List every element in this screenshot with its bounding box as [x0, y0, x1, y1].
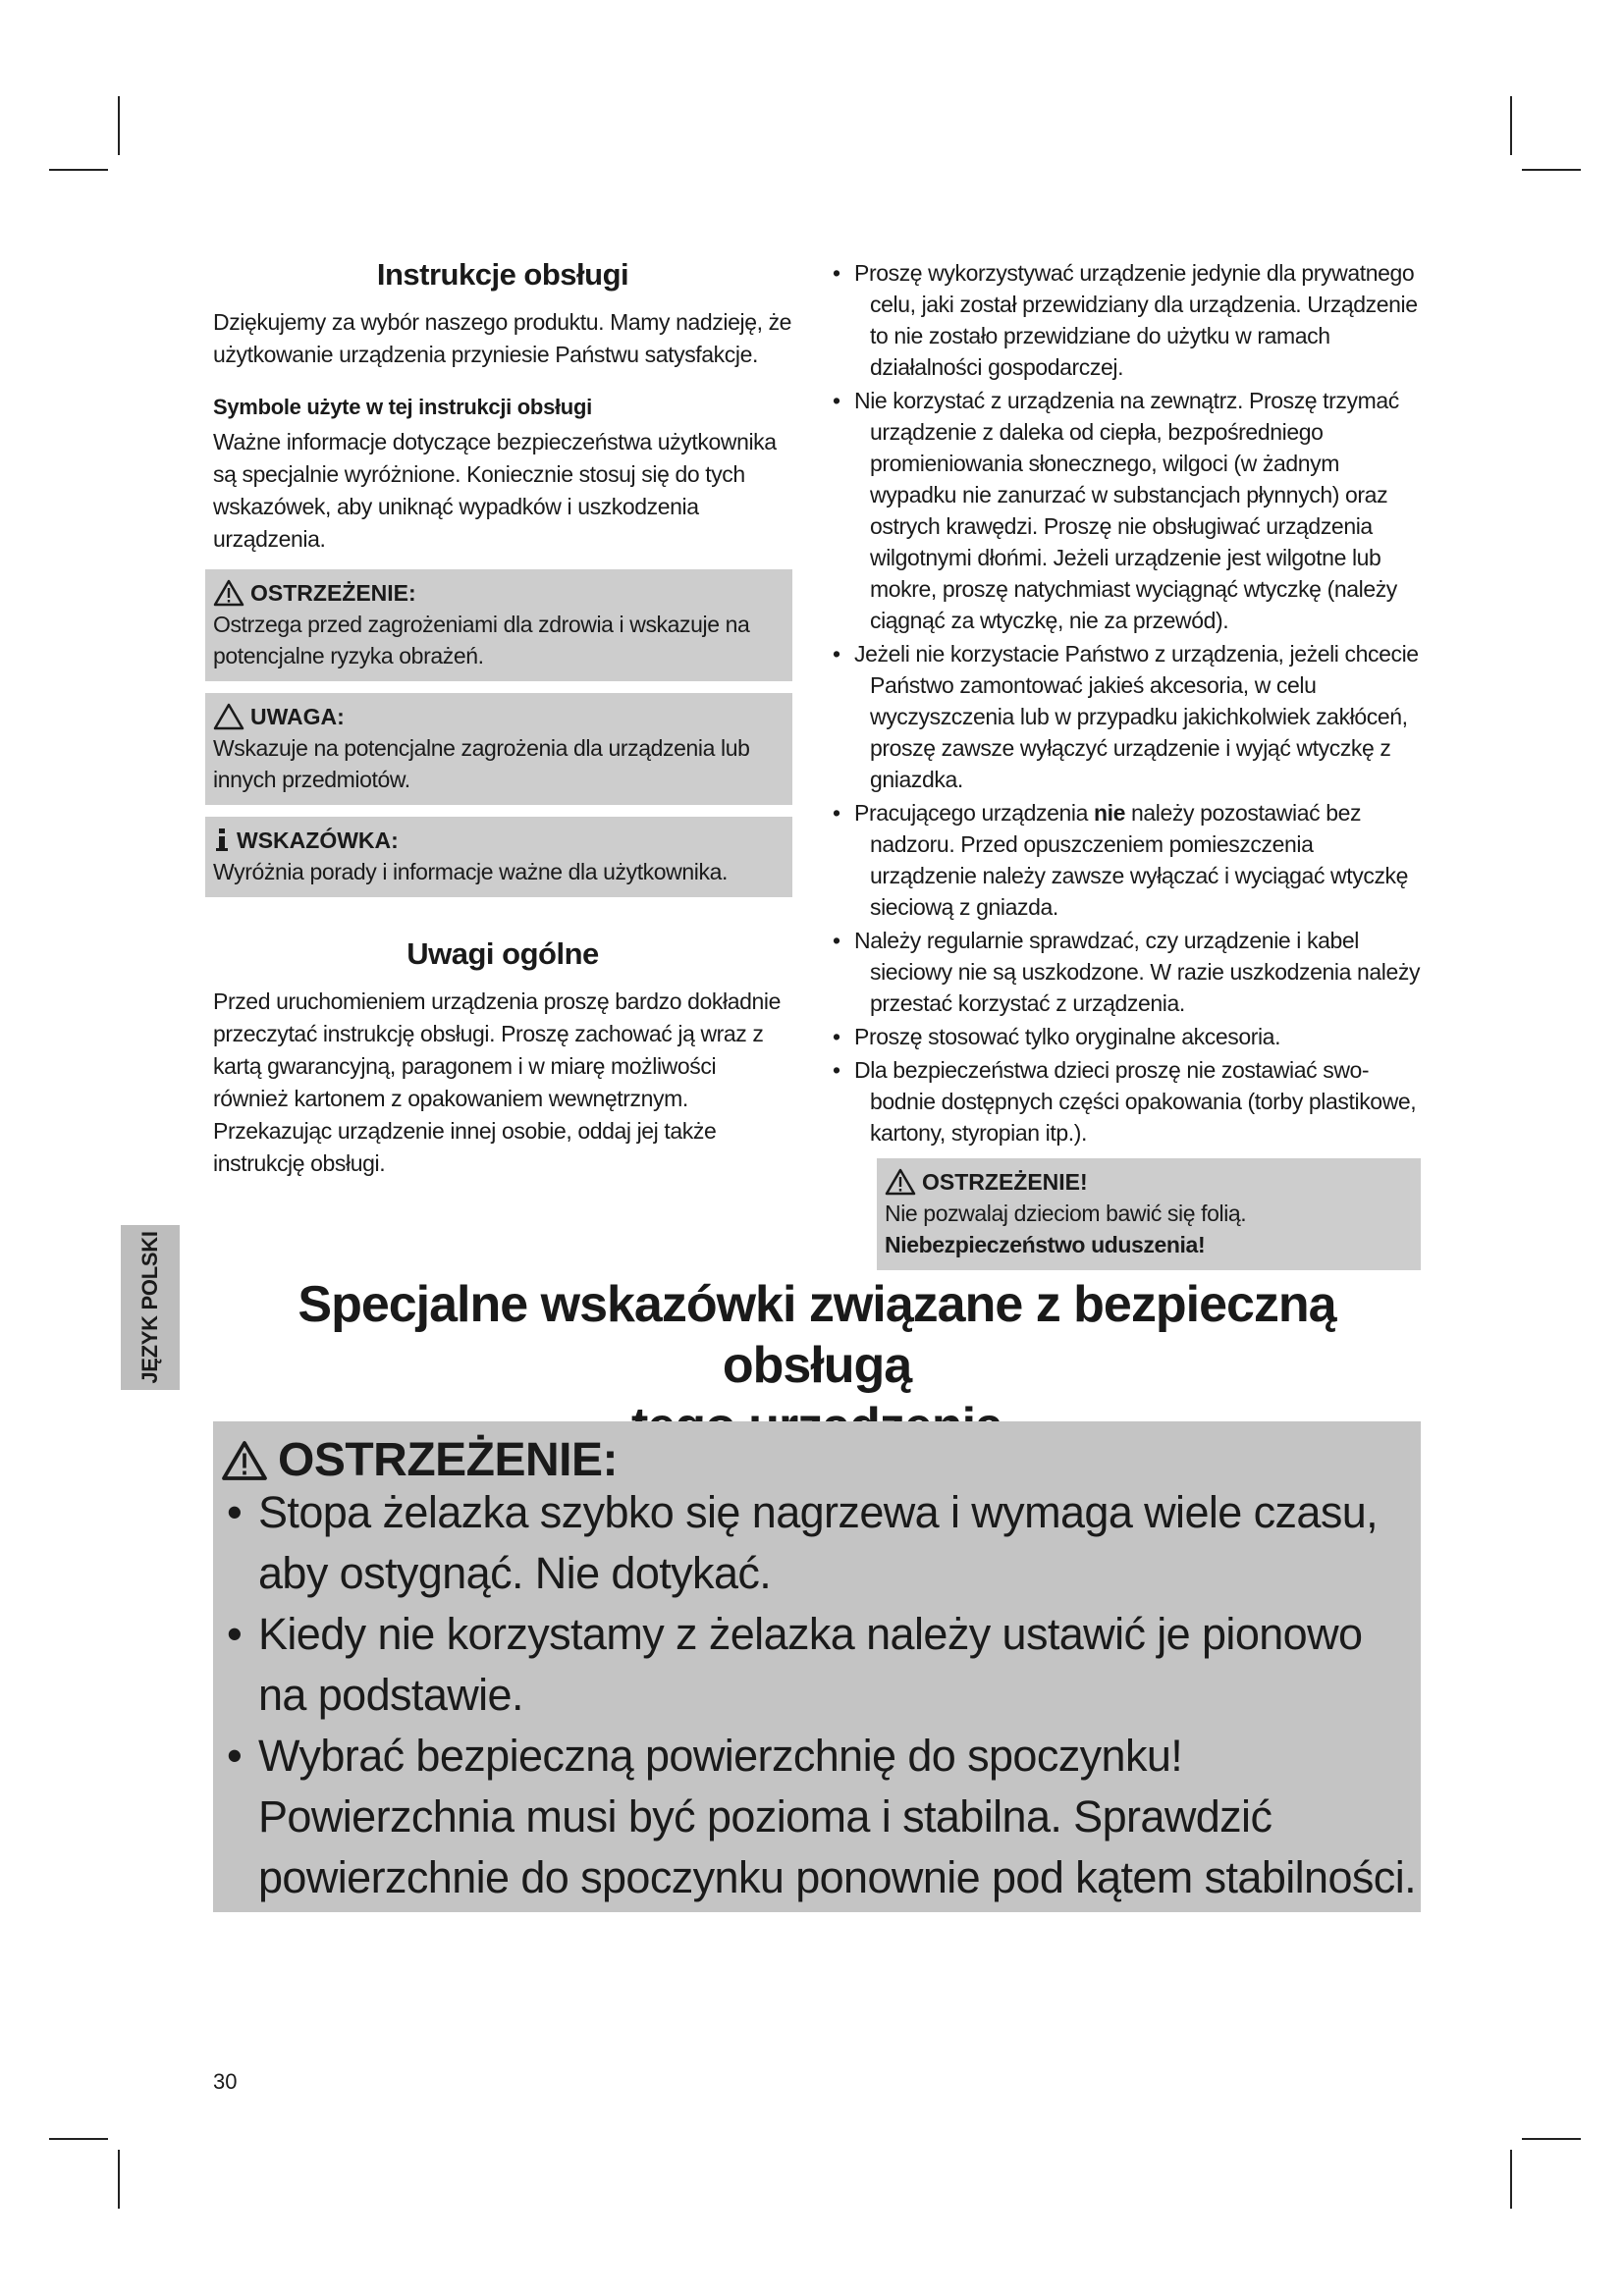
language-side-tab	[121, 1225, 180, 1390]
safety-list	[833, 257, 1422, 1148]
crop-mark	[1510, 96, 1512, 155]
symbols-title: Symbole użyte w tej instrukcji obsługi	[213, 395, 592, 419]
left-column	[213, 257, 792, 1203]
crop-mark	[1522, 169, 1581, 171]
crop-mark	[118, 2150, 120, 2209]
child-warning-label: OSTRZEŻENIE!	[922, 1169, 1088, 1195]
special-warning-box	[213, 1421, 1421, 1912]
list-item: • Należy regularnie sprawdzać, czy urządzenie i kabel sieciowy nie są uszkodzone. W razie uszkodzenia należy przestać korzystać z urządzenia.	[833, 925, 1422, 1019]
warning-label: OSTRZEŻENIE:	[250, 580, 416, 606]
list-item: • Proszę wykorzystywać urządzenie jedynie dla prywatnego celu, jaki został przewidziany dla urządzenia. Urządzenie to nie zostało przewidziane do użytku w ramach działalności gospodarczej.	[833, 257, 1422, 383]
symbols-text: Ważne informacje dotyczące bezpieczeństwa użytkownika są specjalnie wyróżnione. Koniecznie stosuj się do tych wskazówek, aby uniknąć wypadków i uszkodzenia urządzenia.	[213, 429, 777, 552]
crop-mark	[49, 2138, 108, 2140]
special-title: Specjalne wskazówki związane z bezpieczną obsługą	[298, 1276, 1336, 1394]
warning-box	[205, 569, 792, 681]
list-item: • Proszę stosować tylko oryginalne akcesoria.	[833, 1021, 1422, 1052]
language-label: JĘZYK POLSKI	[137, 1231, 162, 1384]
caution-text: Wskazuje na potencjalne zagrożenia dla urządzenia lub innych przedmiotów.	[213, 735, 750, 792]
crop-mark	[1522, 2138, 1581, 2140]
child-warning-box	[877, 1158, 1421, 1270]
intro-title: Instrukcje obsługi	[376, 257, 629, 292]
note-box	[205, 817, 792, 897]
crop-mark	[1510, 2150, 1512, 2209]
general-title: Uwagi ogólne	[406, 936, 599, 971]
note-text: Wyróżnia porady i informacje ważne dla użytkownika.	[213, 859, 728, 884]
note-label: WSKAZÓWKA:	[237, 828, 399, 853]
list-item: • Jeżeli nie korzystacie Państwo z urządzenia, jeżeli chcecie Państwo zamontować jakieś akcesoria, w celu wyczyszczenia lub w przypadku jakichkolwiek zakłóceń, proszę zawsze wyłączyć urządzenie i wyjąć wtyczkę z gniazdka.	[833, 638, 1422, 795]
warning-triangle-icon	[221, 1440, 268, 1481]
list-item: • Dla bezpieczeństwa dzieci proszę nie zostawiać swo- bodnie dostępnych części opakowania (torby plastikowe, kartony, styropian itp.).	[833, 1054, 1422, 1148]
general-text: Przed uruchomieniem urządzenia proszę bardzo dokładnie przeczytać instrukcję obsługi. Proszę zachować ją wraz z kartą gwarancyjną, paragonem i w miarę możliwości również kartonem z opakowaniem wewnętrznym. Przekazując urządzenie innej osobie, oddaj jej także instrukcję obsługi.	[213, 988, 782, 1176]
caution-label: UWAGA:	[250, 704, 345, 729]
caution-triangle-icon	[213, 703, 244, 730]
crop-mark	[49, 169, 108, 171]
intro-text: Dziękujemy za wybór naszego produktu. Mamy nadzieję, że użytkowanie urządzenia przyniesie Państwu satysfakcje.	[213, 309, 792, 367]
child-warning-text: Nie pozwalaj dzieciom bawić się folią. Niebezpieczeństwo uduszenia!	[885, 1201, 1247, 1257]
caution-box	[205, 693, 792, 805]
list-item: • Kiedy nie korzystamy z żelazka należy ustawić je pionowo na podstawie.	[213, 1604, 1416, 1726]
special-warning-label: OSTRZEŻENIE:	[278, 1434, 619, 1486]
warning-text: Ostrzega przed zagrożeniami dla zdrowia i wskazuje na potencjalne ryzyka obrażeń.	[213, 612, 750, 668]
special-list	[213, 1482, 1416, 1908]
list-item: • Stopa żelazka szybko się nagrzewa i wymaga wiele czasu, aby ostygnąć. Nie dotykać.	[213, 1482, 1416, 1604]
right-column	[833, 257, 1422, 1270]
warning-triangle-icon	[885, 1168, 916, 1196]
list-item: • Nie korzystać z urządzenia na zewnątrz. Proszę trzymać urządzenie z daleka od ciepła, bezpośredniego promieniowania słonecznego, wilgoci (w żadnym wypadku nie zanurzać w substancjach płynnych) oraz ostrych krawędzi. Proszę nie obsługiwać urządzenia wilgotnymi dłońmi. Jeżeli urządzenie jest wilgotne lub mokre, proszę natychmiast wyciągnąć wtyczkę (należy ciągnąć za wtyczkę, nie za przewód).	[833, 385, 1422, 636]
crop-mark	[118, 96, 120, 155]
list-item: • Pracującego urządzenia nie należy pozostawiać bez nadzoru. Przed opuszczeniem pomieszczenia urządzenie należy zawsze wyłączać i wyciągać wtyczkę sieciową z gniazda.	[833, 797, 1422, 923]
warning-triangle-icon	[213, 579, 244, 607]
info-icon	[213, 827, 231, 854]
page-number: 30	[213, 2069, 238, 2094]
list-item: • Wybrać bezpieczną powierzchnię do spoczynku! Powierzchnia musi być pozioma i stabilna. Sprawdzić powierzchnie do spoczynku ponownie pod kątem stabilności.	[213, 1726, 1416, 1908]
